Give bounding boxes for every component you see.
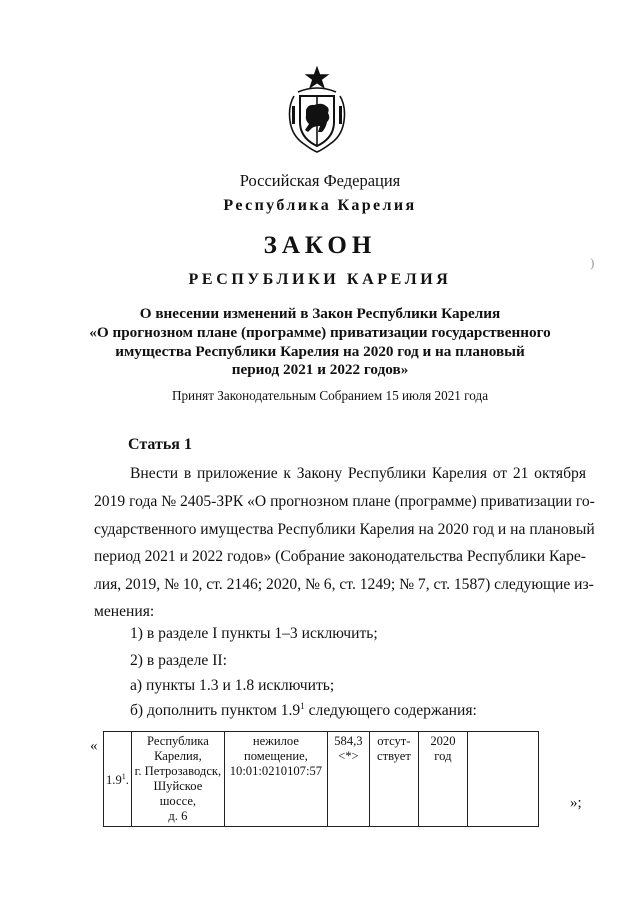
law-title-line: имущества Республики Карелия на 2020 год и на плановый: [115, 342, 525, 360]
list-item: 1) в разделе I пункты 1–3 исключить;: [130, 625, 378, 642]
paragraph-line: менения:: [94, 603, 155, 620]
amendment-table: [103, 731, 539, 827]
list-item: [130, 701, 477, 720]
quote-open: «: [90, 738, 98, 754]
cell-area: 584,3 <*>: [327, 732, 369, 827]
paragraph-line: 2019 года № 2405-ЗРК «О прогнозном плане (программе) приватизации го-: [94, 493, 595, 510]
table-row: [104, 732, 539, 827]
item-b-suffix: следующего содержания:: [304, 702, 477, 720]
cell-year: 2020 год: [418, 732, 467, 827]
paragraph-line: период 2021 и 2022 годов» (Собрание законодательства Республики Каре-: [94, 548, 587, 565]
cell-extra: [467, 732, 538, 827]
adoption-date: Принят Законодательным Собранием 15 июля 2021 года: [171, 388, 489, 403]
article-heading: Статья 1: [128, 436, 192, 453]
law-title-line: О внесении изменений в Закон Республики Карелия: [139, 305, 501, 322]
item-b-sup: 1: [300, 701, 305, 711]
law-title-line: период 2021 и 2022 годов»: [231, 361, 409, 379]
margin-mark: ): [590, 255, 595, 270]
list-item: 2) в разделе II:: [130, 652, 227, 669]
coat-of-arms-emblem: [282, 66, 352, 154]
cell-object: нежилое помещение, 10:01:0210107:57: [224, 732, 327, 827]
quote-close: »;: [570, 795, 582, 811]
country-name: Российская Федерация: [239, 171, 401, 190]
law-title-line: «О прогнозном плане (программе) приватизации государственного: [89, 323, 551, 341]
paragraph-line: лия, 2019, № 10, ст. 2146; 2020, № 6, ст. 1249; № 7, ст. 1587) следующие из-: [94, 576, 594, 593]
cell-number: $1.9^1$.: [104, 732, 132, 827]
document-type: ЗАКОН: [263, 232, 377, 259]
republic-name: Республика Карелия: [223, 197, 417, 214]
item-b-prefix: б) дополнить пунктом 1.9: [130, 702, 301, 720]
paragraph-line: сударственного имущества Республики Карелия на 2020 год и на плановый: [94, 521, 595, 538]
list-item: а) пункты 1.3 и 1.8 исключить;: [130, 677, 335, 694]
law-title: [0, 305, 640, 380]
cell-absent: отсут- ствует: [369, 732, 418, 827]
cell-owner: Республика Карелия, г. Петрозаводск, Шуйское шоссе, д. 6: [131, 732, 224, 827]
document-issuer: РЕСПУБЛИКИ КАРЕЛИЯ: [188, 271, 452, 288]
paragraph-line: Внести в приложение к Закону Республики Карелия от 21 октября: [130, 465, 586, 482]
